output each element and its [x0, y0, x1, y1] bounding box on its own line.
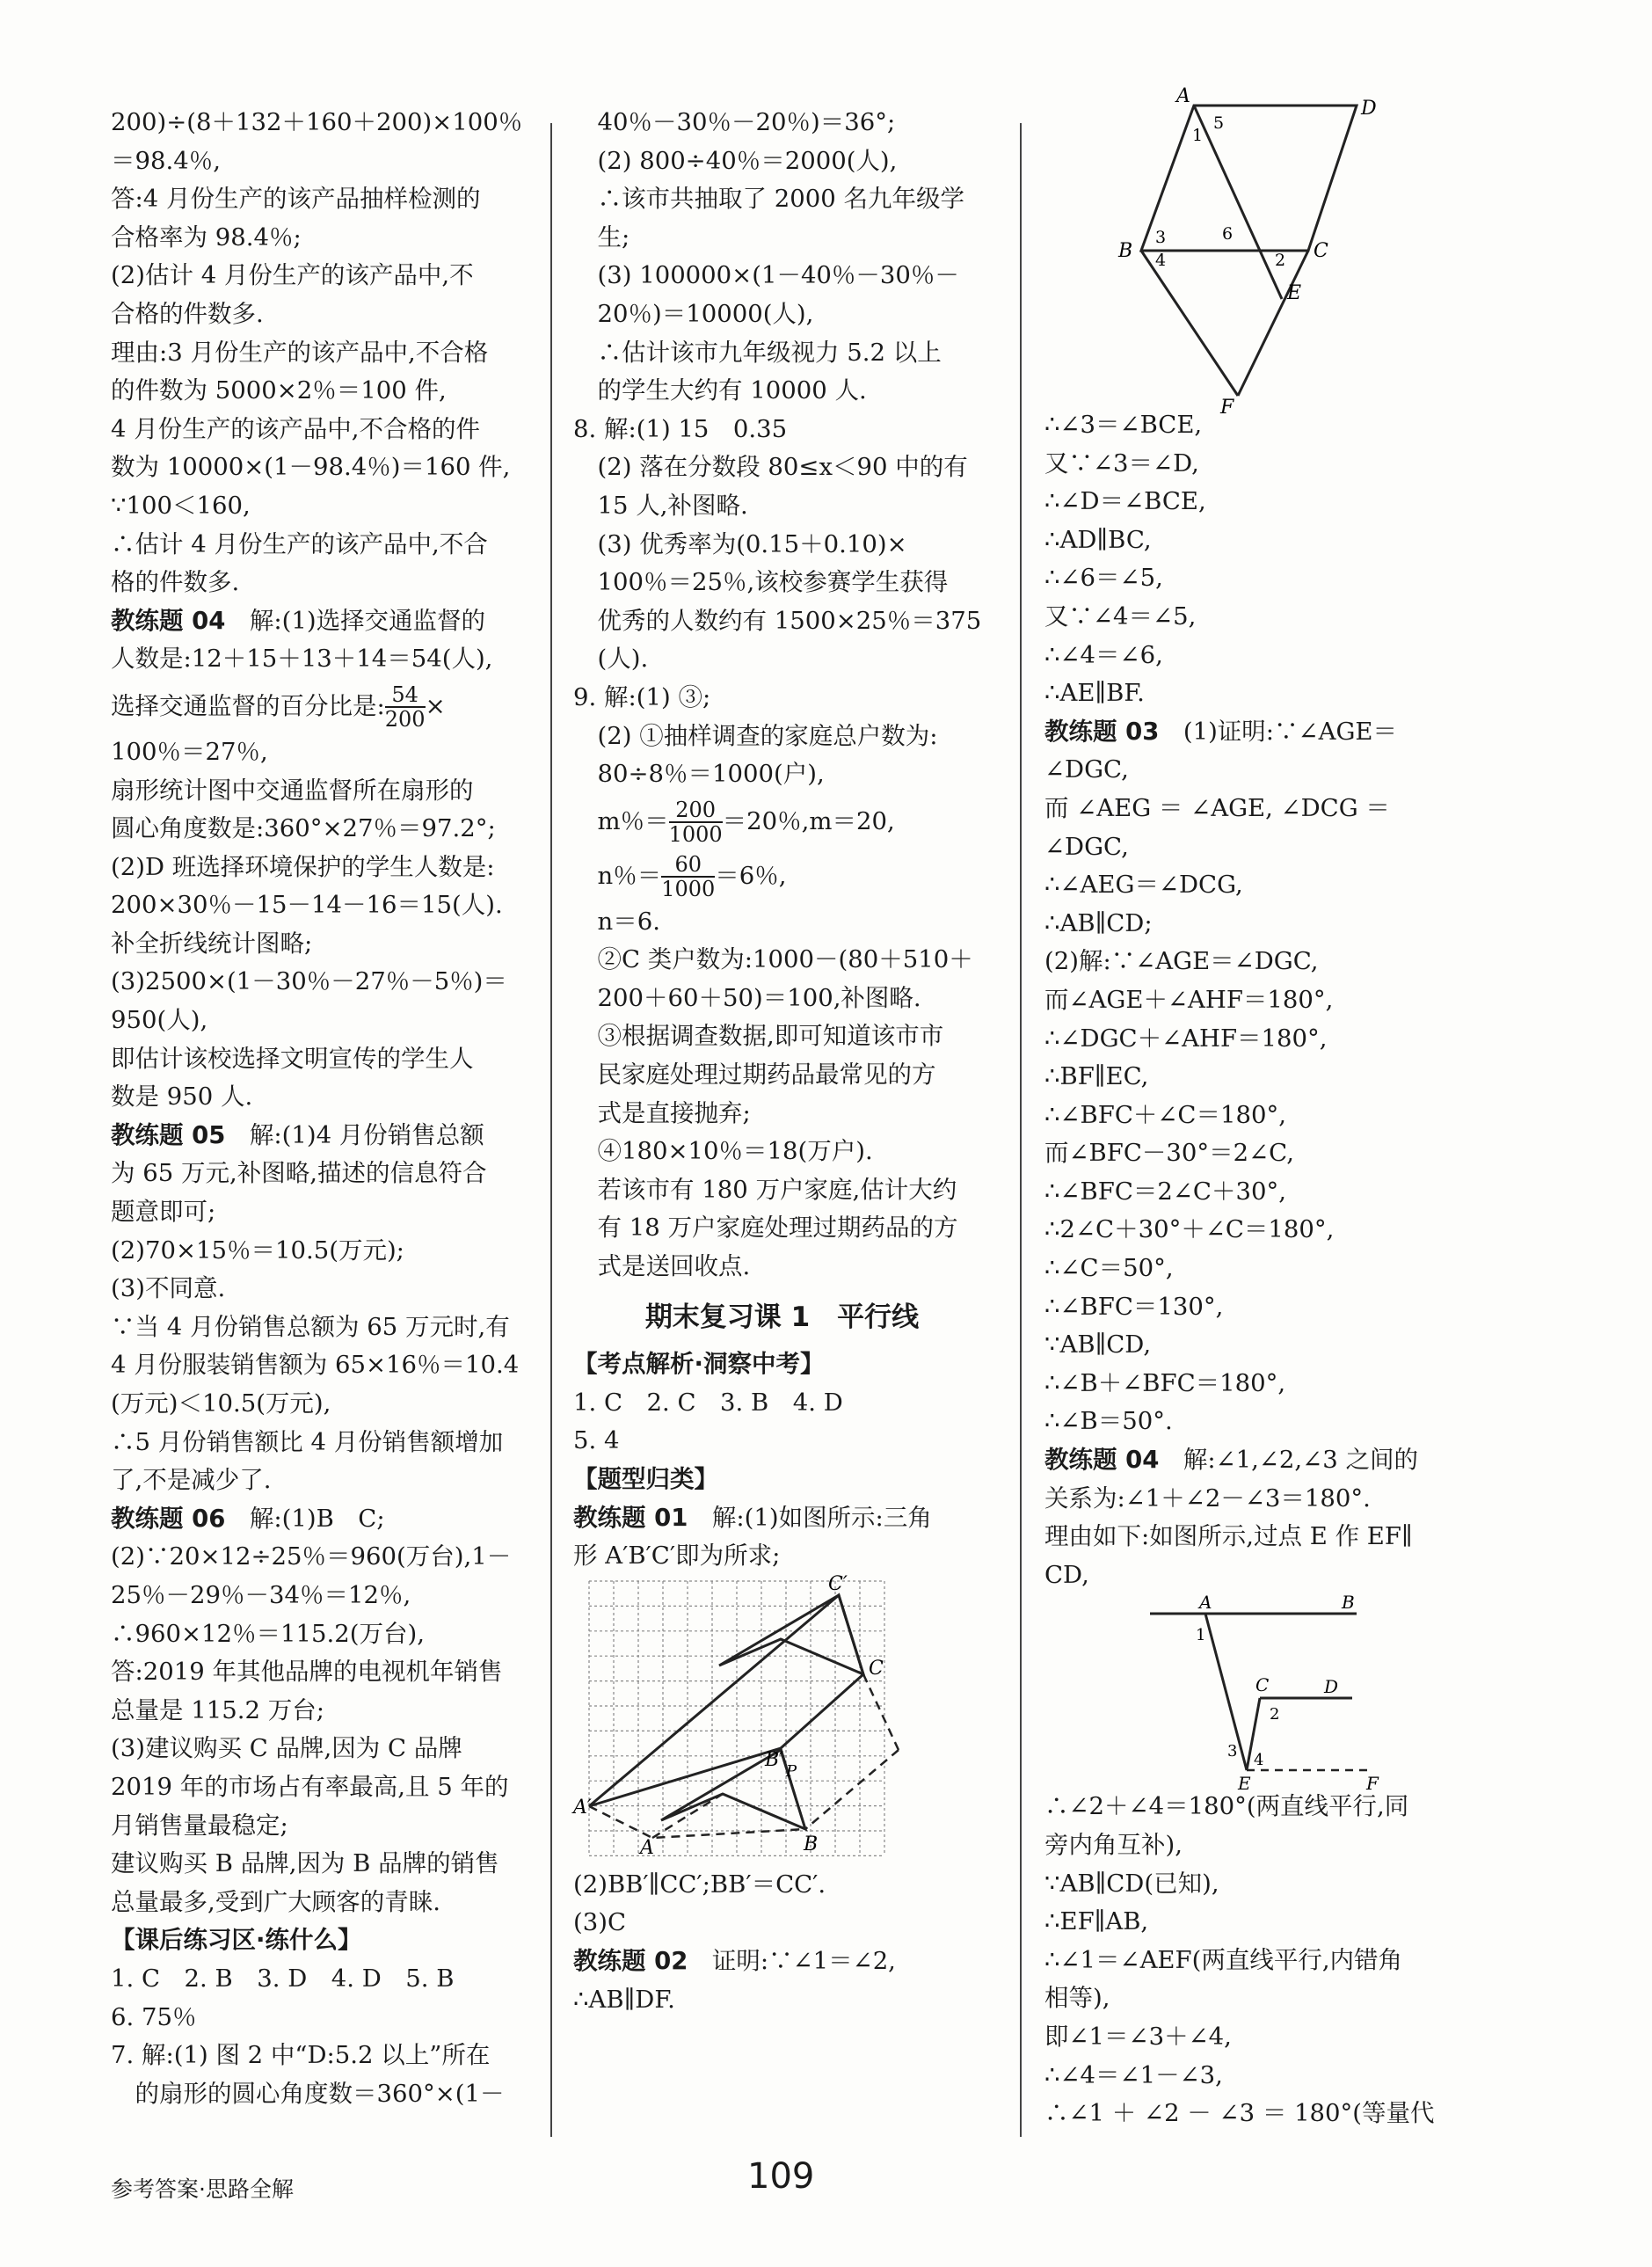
- label-f: F: [1220, 397, 1234, 419]
- label-b: B: [804, 1833, 819, 1855]
- text-line: ∴∠AEG＝∠DCG,: [1044, 871, 1243, 900]
- text-line: 合格率为 98.4％;: [111, 222, 302, 251]
- text-line: 又∵∠4＝∠5,: [1044, 601, 1197, 631]
- exercise-03-head: 教练题 03 (1)证明:∵∠AGE＝: [1044, 717, 1398, 746]
- text-line: ∴估计该市九年级视力 5.2 以上: [573, 338, 942, 367]
- text-line: ∴AE∥BF.: [1044, 679, 1145, 708]
- text-line: 而 ∠AEG ＝ ∠AGE, ∠DCG ＝: [1044, 793, 1390, 822]
- exercise-05-head: 教练题 05 解:(1)4 月份销售总额: [111, 1120, 484, 1149]
- text-line: 9. 解:(1) ③;: [573, 682, 711, 711]
- text-line: 200×30％－15－14－16＝15(人).: [111, 891, 503, 920]
- label-f: F: [1366, 1773, 1379, 1795]
- text-line: 扇形统计图中交通监督所在扇形的: [111, 776, 474, 805]
- text-line: 有 18 万户家庭处理过期药品的方: [573, 1214, 958, 1243]
- text-line: (万元)＜10.5(万元),: [111, 1389, 331, 1418]
- text-line: 建议购买 B 品牌,因为 B 品牌的销售: [111, 1849, 499, 1878]
- text-line: ∴∠4＝∠6,: [1044, 640, 1163, 669]
- label-a: A: [640, 1836, 654, 1859]
- text-line: 又∵∠3＝∠D,: [1044, 448, 1199, 477]
- exercise-04-body: [111, 733, 524, 1117]
- label-a-prime: A′: [573, 1796, 592, 1819]
- text-line: 而∠BFC－30°＝2∠C,: [1044, 1139, 1294, 1168]
- text-line: 即∠1＝∠3＋∠4,: [1044, 2022, 1232, 2051]
- text-line: ∴∠BFC＝130°,: [1044, 1292, 1224, 1321]
- text-line: (2)∵20×12÷25％＝960(万台),1－: [111, 1542, 512, 1571]
- text-line: 950(人),: [111, 1006, 208, 1035]
- text-line: ∴∠DGC＋∠AHF＝180°,: [1044, 1024, 1328, 1053]
- label-e: E: [1238, 1773, 1251, 1795]
- text-line: 2019 年的市场占有率最高,且 5 年的: [111, 1772, 509, 1801]
- text-line: 而∠AGE＋∠AHF＝180°,: [1044, 985, 1334, 1014]
- text-line: 5. 4: [573, 1426, 620, 1455]
- text-line: ∴2∠C＋30°＋∠C＝180°,: [1044, 1215, 1335, 1244]
- text-line: ∴∠B＋∠BFC＝180°,: [1044, 1368, 1286, 1397]
- text-line: 月销售量最稳定;: [111, 1811, 288, 1840]
- label-d: D: [1324, 1676, 1339, 1698]
- svg-text:5: 5: [1213, 113, 1225, 133]
- text-line: 100％＝27％,: [111, 737, 268, 766]
- text-line: ∴∠1＝∠AEF(两直线平行,内错角: [1044, 1945, 1403, 1974]
- m-fraction-line: m％＝ $\frac{200}{1000}$ ＝20％,m＝20,: [573, 798, 895, 848]
- text-line: 4 月份生产的该产品中,不合格的件: [111, 414, 480, 443]
- svg-text:4: 4: [1155, 251, 1167, 270]
- text-line: (3)C: [573, 1908, 626, 1937]
- exercise-04-head: 教练题 04 解:(1)选择交通监督的: [111, 606, 486, 635]
- text-line: 优秀的人数约有 1500×25％＝375: [573, 606, 982, 635]
- section-header: 【课后练习区·练什么】: [111, 1926, 362, 1955]
- svg-text:2: 2: [1275, 251, 1286, 270]
- text-line: (3) 优秀率为(0.15＋0.10)×: [573, 529, 907, 558]
- section-header: 【题型归类】: [573, 1465, 718, 1493]
- text-line: ∴∠C＝50°,: [1044, 1254, 1174, 1283]
- parallel-lines-figure: [1044, 1592, 1462, 1795]
- text-line: (3)不同意.: [111, 1274, 226, 1303]
- text-line: 40％－30％－20％)＝36°;: [573, 108, 896, 136]
- text-line: ③根据调查数据,即可知道该市市: [573, 1022, 944, 1051]
- text-line: 合格的件数多.: [111, 299, 264, 328]
- svg-text:1: 1: [1196, 1626, 1206, 1645]
- text-line: ∴AD∥BC,: [1044, 525, 1152, 554]
- exercise-label: 教练题 06: [111, 1504, 226, 1533]
- text-line: (2) ①抽样调查的家庭总户数为:: [573, 721, 938, 750]
- text-line: 1. C 2. C 3. B 4. D: [573, 1388, 843, 1417]
- text-line: ∴∠2＋∠4＝180°(两直线平行,同: [1044, 1792, 1409, 1821]
- exercise-02-head: 教练题 02 证明:∵∠1＝∠2,: [573, 1946, 896, 1975]
- exercise-label: 教练题 01: [573, 1503, 688, 1532]
- text-line: ∴该市共抽取了 2000 名九年级学: [573, 185, 964, 214]
- text-line: ∴EF∥AB,: [1044, 1907, 1149, 1936]
- text-line: 15 人,补图略.: [573, 491, 748, 520]
- text-line: 20％)＝10000(人),: [573, 299, 814, 328]
- text-line: n＝6.: [573, 907, 660, 936]
- text-line: 总量是 115.2 万台;: [111, 1695, 324, 1724]
- text-line: 4 月份服装销售额为 65×16％＝10.4: [111, 1351, 520, 1380]
- text-line: (2) 落在分数段 80≤x＜90 中的有: [573, 453, 968, 482]
- text-line: (3)2500×(1－30％－27％－5％)＝: [111, 967, 507, 996]
- text-line: ∴AB∥CD;: [1044, 908, 1153, 937]
- text-line: ＝98.4％,: [111, 146, 221, 175]
- text-line: 7. 解:(1) 图 2 中“D:5.2 以上”所在: [111, 2041, 491, 2070]
- text-line: ∴估计 4 月份生产的该产品中,不合: [111, 529, 488, 558]
- text-line: (3) 100000×(1－40％－30％－: [573, 261, 959, 290]
- grid-translation-figure: [573, 1572, 991, 1866]
- label-c: C: [869, 1657, 884, 1680]
- text-line: 1. C 2. B 3. D 4. D 5. B: [111, 1964, 455, 1993]
- label-b-prime: B′: [765, 1748, 784, 1771]
- text-line: 数是 950 人.: [111, 1082, 253, 1112]
- text-line: (2)BB′∥CC′;BB′＝CC′.: [573, 1870, 826, 1899]
- text-line: ∵AB∥CD(已知),: [1044, 1869, 1219, 1898]
- text-line: ∴960×12％＝115.2(万台),: [111, 1619, 425, 1648]
- text-line: ∵AB∥CD,: [1044, 1330, 1152, 1359]
- text-line: ∴∠B＝50°.: [1044, 1407, 1173, 1436]
- footer-label: 参考答案·思路全解: [111, 2176, 294, 2202]
- fraction: $\frac{54}{200}$: [384, 682, 426, 733]
- text-line: 题意即可;: [111, 1198, 216, 1227]
- text-line: (2)D 班选择环境保护的学生人数是:: [111, 852, 495, 881]
- text-line: ∴∠6＝∠5,: [1044, 564, 1163, 593]
- text-line: 的学生大约有 10000 人.: [573, 376, 867, 405]
- practice-answers: [111, 1960, 524, 2113]
- exercise-01-head: 教练题 01 解:(1)如图所示:三角: [573, 1503, 932, 1532]
- exercise-06-body: [111, 1538, 524, 1921]
- exercise-04-head: 教练题 04 解:∠1,∠2,∠3 之间的: [1044, 1446, 1418, 1475]
- label-c-prime: C′: [828, 1572, 848, 1595]
- text-line: 即估计该校选择文明宣传的学生人: [111, 1044, 474, 1073]
- triangle-a1b1c1: [589, 1595, 863, 1806]
- exam-answers: [573, 1384, 991, 1461]
- fraction: $\frac{60}{1000}$: [661, 852, 716, 902]
- label-b: B: [1118, 240, 1133, 262]
- label-a: A: [1176, 85, 1190, 107]
- text-line: 旁内角互补),: [1044, 1831, 1183, 1859]
- text-line: (人).: [573, 645, 649, 674]
- text-line: 200)÷(8＋132＋160＋200)×100％: [111, 108, 523, 136]
- text-line: ④180×10％＝18(万户).: [573, 1137, 873, 1166]
- text-line: ∴∠4＝∠1－∠3,: [1044, 2060, 1223, 2089]
- svg-text:2: 2: [1270, 1705, 1280, 1724]
- text-line: ∴∠BFC＋∠C＝180°,: [1044, 1100, 1286, 1129]
- text-line: ∠DGC,: [1044, 755, 1129, 784]
- text-line: ∴∠3＝∠BCE,: [1044, 411, 1203, 439]
- text-line: 200＋60＋50)＝100,补图略.: [573, 983, 921, 1012]
- label-e: E: [1287, 282, 1302, 304]
- exercise-label: 教练题 04: [111, 606, 226, 635]
- column-divider: [1020, 123, 1022, 2137]
- text-line: (2)估计 4 月份生产的该产品中,不: [111, 261, 474, 290]
- svg-text:3: 3: [1227, 1742, 1238, 1761]
- svg-text:3: 3: [1155, 228, 1167, 247]
- exercise-label: 教练题 05: [111, 1120, 226, 1149]
- label-d: D: [1361, 98, 1377, 120]
- lesson-title: 期末复习课 1 平行线: [644, 1301, 920, 1333]
- text-line: 100％＝25％,该校参赛学生获得: [573, 568, 949, 597]
- text-line: 相等),: [1044, 1984, 1110, 2013]
- column-1: 200)÷(8＋132＋160＋200)×100％ ＝98.4％, 答:4 月份生产的该产品抽样检测的 合格率为 98.4％; (2)估计 4 月份生产的该产品中,不 合格的件数多. 理由:3 月份生产的该产品中,不合格 的件数为 5000×2％＝100 件, 4 月份生产的该产品中,不合格的件 数为 10000×(1－98.4％)＝160 件, ∵100＜160, ∴估计 4 月份生产的该产品中,不合 格的件数多. 教练题 04 解:(1)选择交通监督的 人数是:12＋15＋13＋14＝54(人), 选择交通监督的百分比是: $\frac{54}{200}$ × 100％＝27％, 扇形统计图中交通监督所在扇形的 圆心角度数是:360°×27％＝97.2°; (2)D 班选择环境保护的学生人数是: 200×30％－15－14－16＝15(人). 补全折线统计图略; (3)2500×(1－30％－27％－5％)＝ 950(人), 即估计该校选择文明宣传的学生人 数是 950 人. 教练题 05 解:(1)4 月份销售总额 为 65 万元,补图略,描述的信息符合 题意即可; (2)70×15％＝10.5(万元); (3)不同意. ∵当 4 月份销售总额为 65 万元时,有 4 月份服装销售额为 65×16％＝10.4 (万元)＜10.5(万元), ∴5 月份销售额比 4 月份销售额增加 了,不是减少了. 教练题 06 解:(1)B C; (2)∵20×12÷25％＝960(万台),1－ 25％－29％－34％＝12％, ∴960×12％＝115.2(万台), 答:2019 年其他品牌的电视机年销售 总量是 115.2 万台; (3)建议购买 C 品牌,因为 C 品牌 2019 年的市场占有率最高,且 5 年的 月销售量最稳定; 建议购买 B 品牌,因为 B 品牌的销售 总量最多,受到广大顾客的青睐. 【课后练习区·练什么】 1. C 2. B 3. D 4. D 5. B 6. 75％ 7. 解:(1) 图 2 中“D:5.2 以上”所在 的扇形的圆心角度数＝360°×(1－: [111, 104, 524, 2113]
- text-line: 答:4 月份生产的该产品抽样检测的: [111, 185, 481, 214]
- text-line: 答:2019 年其他品牌的电视机年销售: [111, 1658, 503, 1687]
- exercise-label: 教练题 02: [573, 1946, 688, 1975]
- text-line: 数为 10000×(1－98.4％)＝160 件,: [111, 453, 511, 482]
- text-line: 的扇形的圆心角度数＝360°×(1－: [111, 2079, 505, 2108]
- text-line: ∴BF∥EC,: [1044, 1062, 1149, 1091]
- label-c: C: [1255, 1674, 1270, 1696]
- column-2: 40％－30％－20％)＝36°; (2) 800÷40％＝2000(人), ∴该市共抽取了 2000 名九年级学 生; (3) 100000×(1－40％－30％－ 20％)＝10000(人), ∴估计该市九年级视力 5.2 以上 的学生大约有 10000 人. 8. 解:(1) 15 0.35 (2) 落在分数段 80≤x＜90 中的有 15 人,补图略. (3) 优秀率为(0.15＋0.10)× 100％＝25％,该校参赛学生获得 优秀的人数约有 1500×25％＝375 (人). 9. 解:(1) ③; (2) ①抽样调查的家庭总户数为: 80÷8％＝1000(户), m％＝ $\frac{200}{1000}$ ＝20％,m＝20, n％＝ $\frac{60}{1000}$ ＝6％, n＝6. ②C 类户数为:1000－(80＋510＋ 200＋60＋50)＝100,补图略. ③根据调查数据,即可知道该市市 民家庭处理过期药品最常见的方 式是直接抛弃; ④180×10％＝18(万户). 若该市有 180 万户家庭,估计大约 有 18 万户家庭处理过期药品的方 式是送回收点. 期末复习课 1 平行线 【考点解析·洞察中考】 1. C 2. C 3. B 4. D 5. 4 【题型归类】 教练题 01 解:(1)如图所示:三角 形 A′B′C′即为所求; C′ C A′ B′ P A B (2)BB′∥CC′;BB′＝CC′. (3)C 教练题 02 证明:∵∠1＝∠2, ∴AB∥DF.: [573, 104, 991, 2019]
- fraction: $\frac{200}{1000}$: [668, 798, 723, 848]
- text-line: 理由:3 月份生产的该产品中,不合格: [111, 338, 489, 367]
- text-line: 理由如下:如图所示,过点 E 作 EF∥: [1044, 1522, 1413, 1551]
- text-line: CD,: [1044, 1560, 1089, 1589]
- text-line: ∴5 月份销售额比 4 月份销售额增加: [111, 1427, 504, 1456]
- section-header: 【考点解析·洞察中考】: [573, 1350, 825, 1379]
- page-number: 109: [747, 2156, 815, 2197]
- text-line: 25％－29％－34％＝12％,: [111, 1580, 411, 1609]
- svg-text:6: 6: [1222, 224, 1234, 244]
- text-line: 补全折线统计图略;: [111, 929, 313, 958]
- text-line: 了,不是减少了.: [111, 1466, 272, 1495]
- text-line: (2)解:∵∠AGE＝∠DGC,: [1044, 947, 1319, 976]
- label-p: P: [786, 1761, 797, 1781]
- column-3: [1044, 85, 1462, 2133]
- exercise-label: 教练题 04: [1044, 1446, 1160, 1475]
- svg-text:1: 1: [1192, 126, 1204, 145]
- text-line: 6. 75％: [111, 2002, 197, 2031]
- text-line: (2) 800÷40％＝2000(人),: [573, 146, 898, 175]
- text-line: ∵当 4 月份销售总额为 65 万元时,有: [111, 1312, 510, 1341]
- text-line: ∴∠D＝∠BCE,: [1044, 487, 1206, 516]
- text-line: ∵100＜160,: [111, 491, 251, 520]
- text-line: ②C 类户数为:1000－(80＋510＋: [573, 945, 973, 974]
- exercise-06-head: 教练题 06 解:(1)B C;: [111, 1504, 385, 1533]
- text-line: 为 65 万元,补图略,描述的信息符合: [111, 1159, 487, 1188]
- text-line: ∴∠BFC＝2∠C＋30°,: [1044, 1177, 1286, 1206]
- col1-intro: [111, 104, 524, 602]
- text-line: 总量最多,受到广大顾客的青睐.: [111, 1887, 440, 1916]
- text-line: 式是直接抛弃;: [573, 1098, 751, 1127]
- label-a: A: [1199, 1592, 1212, 1614]
- text-line: 8. 解:(1) 15 0.35: [573, 414, 788, 443]
- label-c: C: [1314, 240, 1328, 262]
- text-line: (2)70×15％＝10.5(万元);: [111, 1236, 404, 1265]
- column-divider: [550, 123, 552, 2137]
- text-line: 圆心角度数是:360°×27％＝97.2°;: [111, 814, 496, 843]
- text-line: ∴∠1 ＋ ∠2 － ∠3 ＝ 180°(等量代: [1044, 2099, 1435, 2128]
- text-line: ∠DGC,: [1044, 832, 1129, 861]
- text-line: 80÷8％＝1000(户),: [573, 760, 825, 789]
- text-line: 民家庭处理过期药品最常见的方: [573, 1061, 936, 1090]
- text-line: (3)建议购买 C 品牌,因为 C 品牌: [111, 1734, 462, 1763]
- col2-answers: [573, 104, 991, 794]
- text-line: 若该市有 180 万户家庭,估计大约: [573, 1175, 957, 1204]
- fraction-line: 选择交通监督的百分比是: $\frac{54}{200}$ ×: [111, 682, 446, 733]
- n-fraction-line: n％＝ $\frac{60}{1000}$ ＝6％,: [573, 852, 787, 902]
- text-line: 式是送回收点.: [573, 1252, 751, 1281]
- parallelogram-figure: [1044, 85, 1462, 419]
- svg-text:4: 4: [1254, 1751, 1264, 1770]
- exercise-05-body: [111, 1155, 524, 1499]
- exercise-label: 教练题 03: [1044, 717, 1160, 746]
- label-b: B: [1342, 1592, 1355, 1614]
- text-line: 生;: [573, 222, 630, 251]
- text-line: 的件数为 5000×2％＝100 件,: [111, 376, 447, 405]
- text-line: 格的件数多.: [111, 568, 240, 597]
- text-line: 关系为:∠1＋∠2－∠3＝180°.: [1044, 1483, 1371, 1513]
